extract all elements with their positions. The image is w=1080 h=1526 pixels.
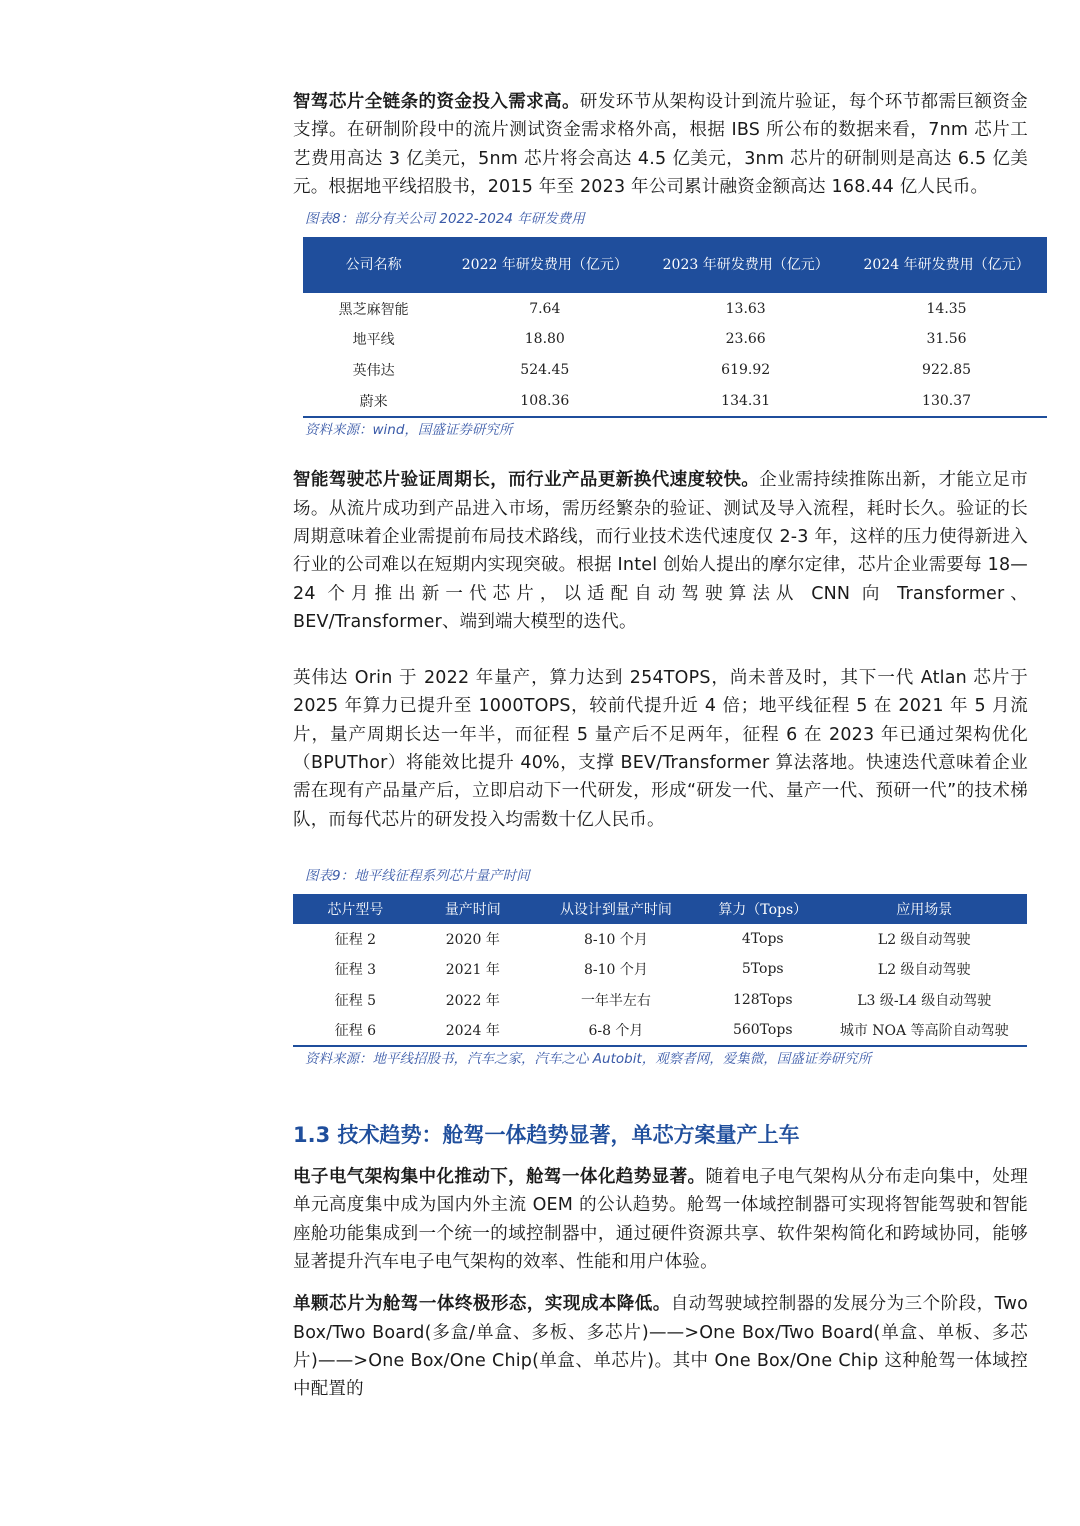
header-2022: 2022 年研发费用（亿元） [444, 237, 645, 293]
table-cell: 5Tops [741, 961, 784, 978]
table-cell: 6-8 个月 [528, 1015, 704, 1046]
table-cell: 13.63 [725, 300, 766, 317]
paragraph-text: 企业需持续推陈出新，才能立足市场。从流片成功到产品进入市场，需历经繁杂的验证、测试及导入流程，耗时长久。验证的长周期意味着企业需提前布局技术路线，而行业技术迭代速度仅 2-3 年，这样的压力使得新进入行业的公司难以在短期内实现突破。根据 Intel 创始人提出的摩尔定律，芯片企业需要每 18—24 个月推出新一代芯片，以适配自动驾驶算法从 CNN 向 Transformer、BEV/Transformer、端到端大模型的迭代。 [293, 470, 1029, 632]
table-cell: L2 级自动驾驶 [877, 932, 971, 949]
table-row [303, 324, 1047, 355]
table-cell: 14.35 [926, 300, 967, 317]
table-cell: 8-10 个月 [583, 962, 648, 979]
table-cell: 2024 年 [418, 1015, 528, 1046]
header-chip-model: 芯片型号 [293, 894, 418, 924]
paragraph-funding [293, 88, 1028, 201]
header-production-time: 量产时间 [418, 894, 528, 924]
table-cell: 2021 年 [445, 962, 500, 979]
table-cell: L3 级-L4 级自动驾驶 [857, 992, 992, 1009]
paragraph-verification-cycle [293, 466, 1028, 636]
table-header-row [303, 237, 1047, 293]
table-source: 资料来源：wind，国盛证券研究所 [305, 422, 513, 439]
table-cell: 2020 年 [445, 932, 500, 949]
paragraph-single-chip [293, 1290, 1028, 1403]
header-2023: 2023 年研发费用（亿元） [645, 237, 846, 293]
table-cell: 560Tops [704, 1015, 821, 1046]
section-heading: 1.3 技术趋势：舱驾一体趋势显著，单芯方案量产上车 [293, 1123, 800, 1148]
table-cell: 130.37 [846, 386, 1047, 418]
table-cell: L2 级自动驾驶 [877, 962, 971, 979]
table-cell: 619.92 [721, 362, 771, 379]
journey-chip-table [293, 894, 1027, 1047]
paragraph-text: 英伟达 Orin 于 2022 年量产，算力达到 254TOPS，尚未普及时，其下一代 Atlan 芯片于 2025 年算力已提升至 1000TOPS，较前代提升近 4 倍；地平线征程 5 在 2021 年 5 月流片，量产周期长达一年半，而征程 5 量产后不足两年，征程 6 在 2023 年已通过架构优化（BPUThor）将能效比提升 40%，支撑 BEV/Transformer 算法落地。快速迭代意味着企业需在现有产品量产后，立即启动下一代研发，形成“研发一代、量产一代、预研一代”的技术梯队，而每代芯片的研发投入均需数十亿人民币。 [293, 668, 1028, 830]
paragraph-lead: 智能驾驶芯片验证周期长，而行业产品更新换代速度较快。 [293, 470, 760, 491]
table-cell: 征程 6 [293, 1015, 418, 1046]
table-cell: 地平线 [352, 332, 395, 349]
table-cell: 4Tops [741, 931, 784, 948]
table-cell: 一年半左右 [580, 992, 651, 1009]
table-cell: 蔚来 [303, 386, 444, 418]
table-cell: 征程 5 [334, 992, 377, 1009]
paragraph-text: 研发环节从架构设计到流片验证，每个环节都需巨额资金支撑。在研制阶段中的流片测试资金需求格外高，根据 IBS 所公布的数据来看，7nm 芯片工艺费用高达 3 亿美元，5nm 芯片将会高达 4.5 亿美元，3nm 芯片的研制则是高达 6.5 亿美元。根据地平线招股书，2015 年至 2023 年公司累计融资金额高达 168.44 亿人民币。 [293, 92, 1028, 197]
table-cell: 征程 2 [334, 932, 377, 949]
table-cell: 18.80 [524, 331, 565, 348]
table-row [293, 1015, 1027, 1046]
table-cell: 城市 NOA 等高阶自动驾驶 [821, 1015, 1027, 1046]
table-cell: 7.64 [529, 300, 561, 317]
table-row [303, 386, 1047, 418]
table-cell: 524.45 [520, 362, 570, 379]
header-company: 公司名称 [303, 237, 444, 293]
table-row [293, 985, 1027, 1015]
table-caption: 图表9：地平线征程系列芯片量产时间 [305, 867, 530, 884]
header-design-to-production: 从设计到量产时间 [528, 894, 704, 924]
table-cell: 2022 年 [445, 992, 500, 1009]
table-source: 资料来源：地平线招股书，汽车之家，汽车之心 Autobit，观察者网，爱集微，国盛证券研究所 [305, 1051, 872, 1068]
table-row [303, 293, 1047, 324]
table-cell: 108.36 [444, 386, 645, 418]
header-2024: 2024 年研发费用（亿元） [846, 237, 1047, 293]
paragraph-lead: 智驾芯片全链条的资金投入需求高。 [293, 92, 580, 112]
table-cell: 23.66 [725, 331, 766, 348]
table-cell: 征程 3 [334, 962, 377, 979]
table-row [293, 954, 1027, 984]
table-cell: 黑芝麻智能 [338, 301, 409, 318]
table-cell: 英伟达 [352, 363, 395, 380]
header-application: 应用场景 [821, 894, 1027, 924]
document-page [293, 88, 1028, 1404]
table-row [303, 355, 1047, 386]
header-compute: 算力（Tops） [704, 894, 821, 924]
paragraph-text: 随着电子电气架构从分布走向集中，处理单元高度集中成为国内外主流 OEM 的公认趋势。舱驾一体域控制器可实现将智能驾驶和智能座舱功能集成到一个统一的域控制器中，通过硬件资源共享、软件架构简化和跨域协同，能够显著提升汽车电子电气架构的效率、性能和用户体验。 [293, 1167, 1028, 1273]
table-row [293, 924, 1027, 954]
paragraph-lead: 电子电气架构集中化推动下，舱驾一体化趋势显著。 [293, 1167, 706, 1188]
table-cell: 128Tops [732, 991, 793, 1008]
paragraph-text: 自动驾驶域控制器的发展分为三个阶段，Two Box/Two Board(多盒/单盒、多板、多芯片)——>One Box/Two Board(单盒、单板、多芯片)——>One Box/One Chip(单盒、单芯片)。其中 One Box/One Chip 这种舱驾一体域控中配置的 [293, 1294, 1028, 1400]
paragraph-lead: 单颗芯片为舱驾一体终极形态，实现成本降低。 [293, 1294, 671, 1315]
paragraph-iteration [293, 664, 1028, 834]
table-cell: 8-10 个月 [583, 932, 648, 949]
table-cell: 922.85 [922, 362, 972, 379]
table-cell: 31.56 [926, 331, 967, 348]
table-cell: 134.31 [645, 386, 846, 418]
paragraph-architecture [293, 1163, 1028, 1276]
table-header-row [293, 894, 1027, 924]
table-caption: 图表8：部分有关公司 2022-2024 年研发费用 [305, 211, 585, 228]
rd-expense-table [303, 237, 1047, 418]
